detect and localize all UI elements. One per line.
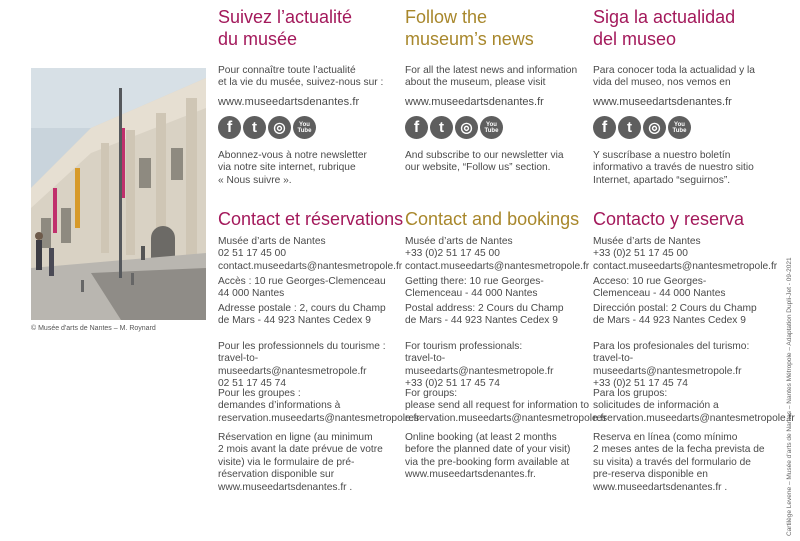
access-text: Getting there: 10 rue Georges- Clemenceau - 44 000 Nantes: [405, 276, 544, 300]
news-intro: Pour connaître toute l’actualité et la vie du musée, suivez-nous sur :: [218, 65, 384, 89]
newsletter-text: Abonnez-vous à notre newsletter via notre site internet, rubrique « Nous suivre ».: [218, 150, 367, 186]
postal-text: Postal address: 2 Cours du Champ de Mars - 44 923 Nantes Cedex 9: [405, 303, 564, 327]
online-booking-text: Reserva en línea (como mínimo 2 meses antes de la fecha prevista de su visita) a través del formulario de pre-reserva disponible en www.museedartsdenantes.fr .: [593, 432, 765, 493]
postal-text: Adresse postale : 2, cours du Champ de Mars - 44 923 Nantes Cedex 9: [218, 303, 386, 327]
newsletter-text: And subscribe to our newsletter via our website, “Follow us” section.: [405, 150, 564, 174]
online-booking-text: Réservation en ligne (au minimum 2 mois avant la date prévue de votre visite) via le formulaire de pré- réservation disponible sur www.museedartsdenantes.fr .: [218, 432, 383, 493]
website-link[interactable]: www.museedartsdenantes.fr: [405, 96, 544, 108]
website-link[interactable]: www.museedartsdenantes.fr: [593, 96, 732, 108]
news-title: Suivez l’actualité du musée: [218, 7, 353, 49]
news-intro: Para conocer toda la actualidad y la vida del museo, nos vemos en: [593, 65, 755, 89]
access-text: Acceso: 10 rue Georges- Clemenceau - 44 000 Nantes: [593, 276, 726, 300]
groups-text: Para los grupos: solicitudes de información a reservation.museedarts@nantesmetropole.fr: [593, 388, 795, 424]
youtube-icon[interactable]: You Tube: [293, 116, 316, 139]
museum-photo: [31, 68, 206, 320]
contact-title: Contacto y reserva: [593, 209, 745, 229]
facebook-icon[interactable]: f: [405, 116, 428, 139]
news-intro: For all the latest news and information about the museum, please visit: [405, 65, 578, 89]
website-link[interactable]: www.museedartsdenantes.fr: [218, 96, 360, 108]
twitter-icon[interactable]: t: [618, 116, 641, 139]
news-title: Follow the museum’s news: [405, 7, 534, 49]
social-icons: [218, 116, 316, 139]
social-icons: [405, 116, 503, 139]
facebook-icon[interactable]: f: [593, 116, 616, 139]
twitter-icon[interactable]: t: [430, 116, 453, 139]
groups-text: Pour les groupes : demandes d’informations à reservation.museedarts@nantesmetropole.fr: [218, 388, 420, 424]
youtube-icon[interactable]: You Tube: [480, 116, 503, 139]
instagram-icon[interactable]: ◎: [455, 116, 478, 139]
postal-text: Dirección postal: 2 Cours du Champ de Mars - 44 923 Nantes Cedex 9: [593, 303, 757, 327]
online-booking-text: Online booking (at least 2 months before the planned date of your visit) via the pre-booking form available at www.museedartsdenantes.fr.: [405, 432, 571, 481]
groups-text: For groups: please send all request for information to reservation.museedarts@nantesmetropole.fr: [405, 388, 607, 424]
contact-block: Musée d’arts de Nantes +33 (0)2 51 17 45 00 contact.museedarts@nantesmetropole.fr: [405, 236, 590, 272]
contact-block: Musée d’arts de Nantes +33 (0)2 51 17 45 00 contact.museedarts@nantesmetropole.fr: [593, 236, 778, 272]
photo-credit: © Musée d'arts de Nantes – M. Roynard: [31, 325, 156, 332]
instagram-icon[interactable]: ◎: [643, 116, 666, 139]
instagram-icon[interactable]: ◎: [268, 116, 291, 139]
vertical-credit: Cartilège Levene – Musée d’arts de Nantes – Nantes Métropole – Adaptation Dupli-Jet - 09-2021: [786, 257, 793, 536]
contact-title: Contact and bookings: [405, 209, 580, 229]
newsletter-text: Y suscríbase a nuestro boletín informativo a través de nuestro sitio Internet, apartado “seguirnos”.: [593, 150, 754, 186]
twitter-icon[interactable]: t: [243, 116, 266, 139]
contact-title: Contact et réservations: [218, 209, 404, 229]
youtube-icon[interactable]: You Tube: [668, 116, 691, 139]
access-text: Accès : 10 rue Georges-Clemenceau 44 000 Nantes: [218, 276, 386, 300]
tourism-text: Para los profesionales del turismo: travel-to-museedarts@nantesmetropole.fr +33 (0)2 51 17 45 74: [593, 341, 750, 390]
tourism-text: For tourism professionals: travel-to-museedarts@nantesmetropole.fr +33 (0)2 51 17 45 74: [405, 341, 554, 390]
contact-block: Musée d’arts de Nantes 02 51 17 45 00 contact.museedarts@nantesmetropole.fr: [218, 236, 403, 272]
tourism-text: Pour les professionnels du tourisme : travel-to-museedarts@nantesmetropole.fr 02 51 17 45 74: [218, 341, 386, 390]
column-english: [405, 6, 607, 481]
social-icons: [593, 116, 691, 139]
facebook-icon[interactable]: f: [218, 116, 241, 139]
news-title: Siga la actualidad del museo: [593, 7, 736, 49]
column-french: [218, 6, 420, 493]
